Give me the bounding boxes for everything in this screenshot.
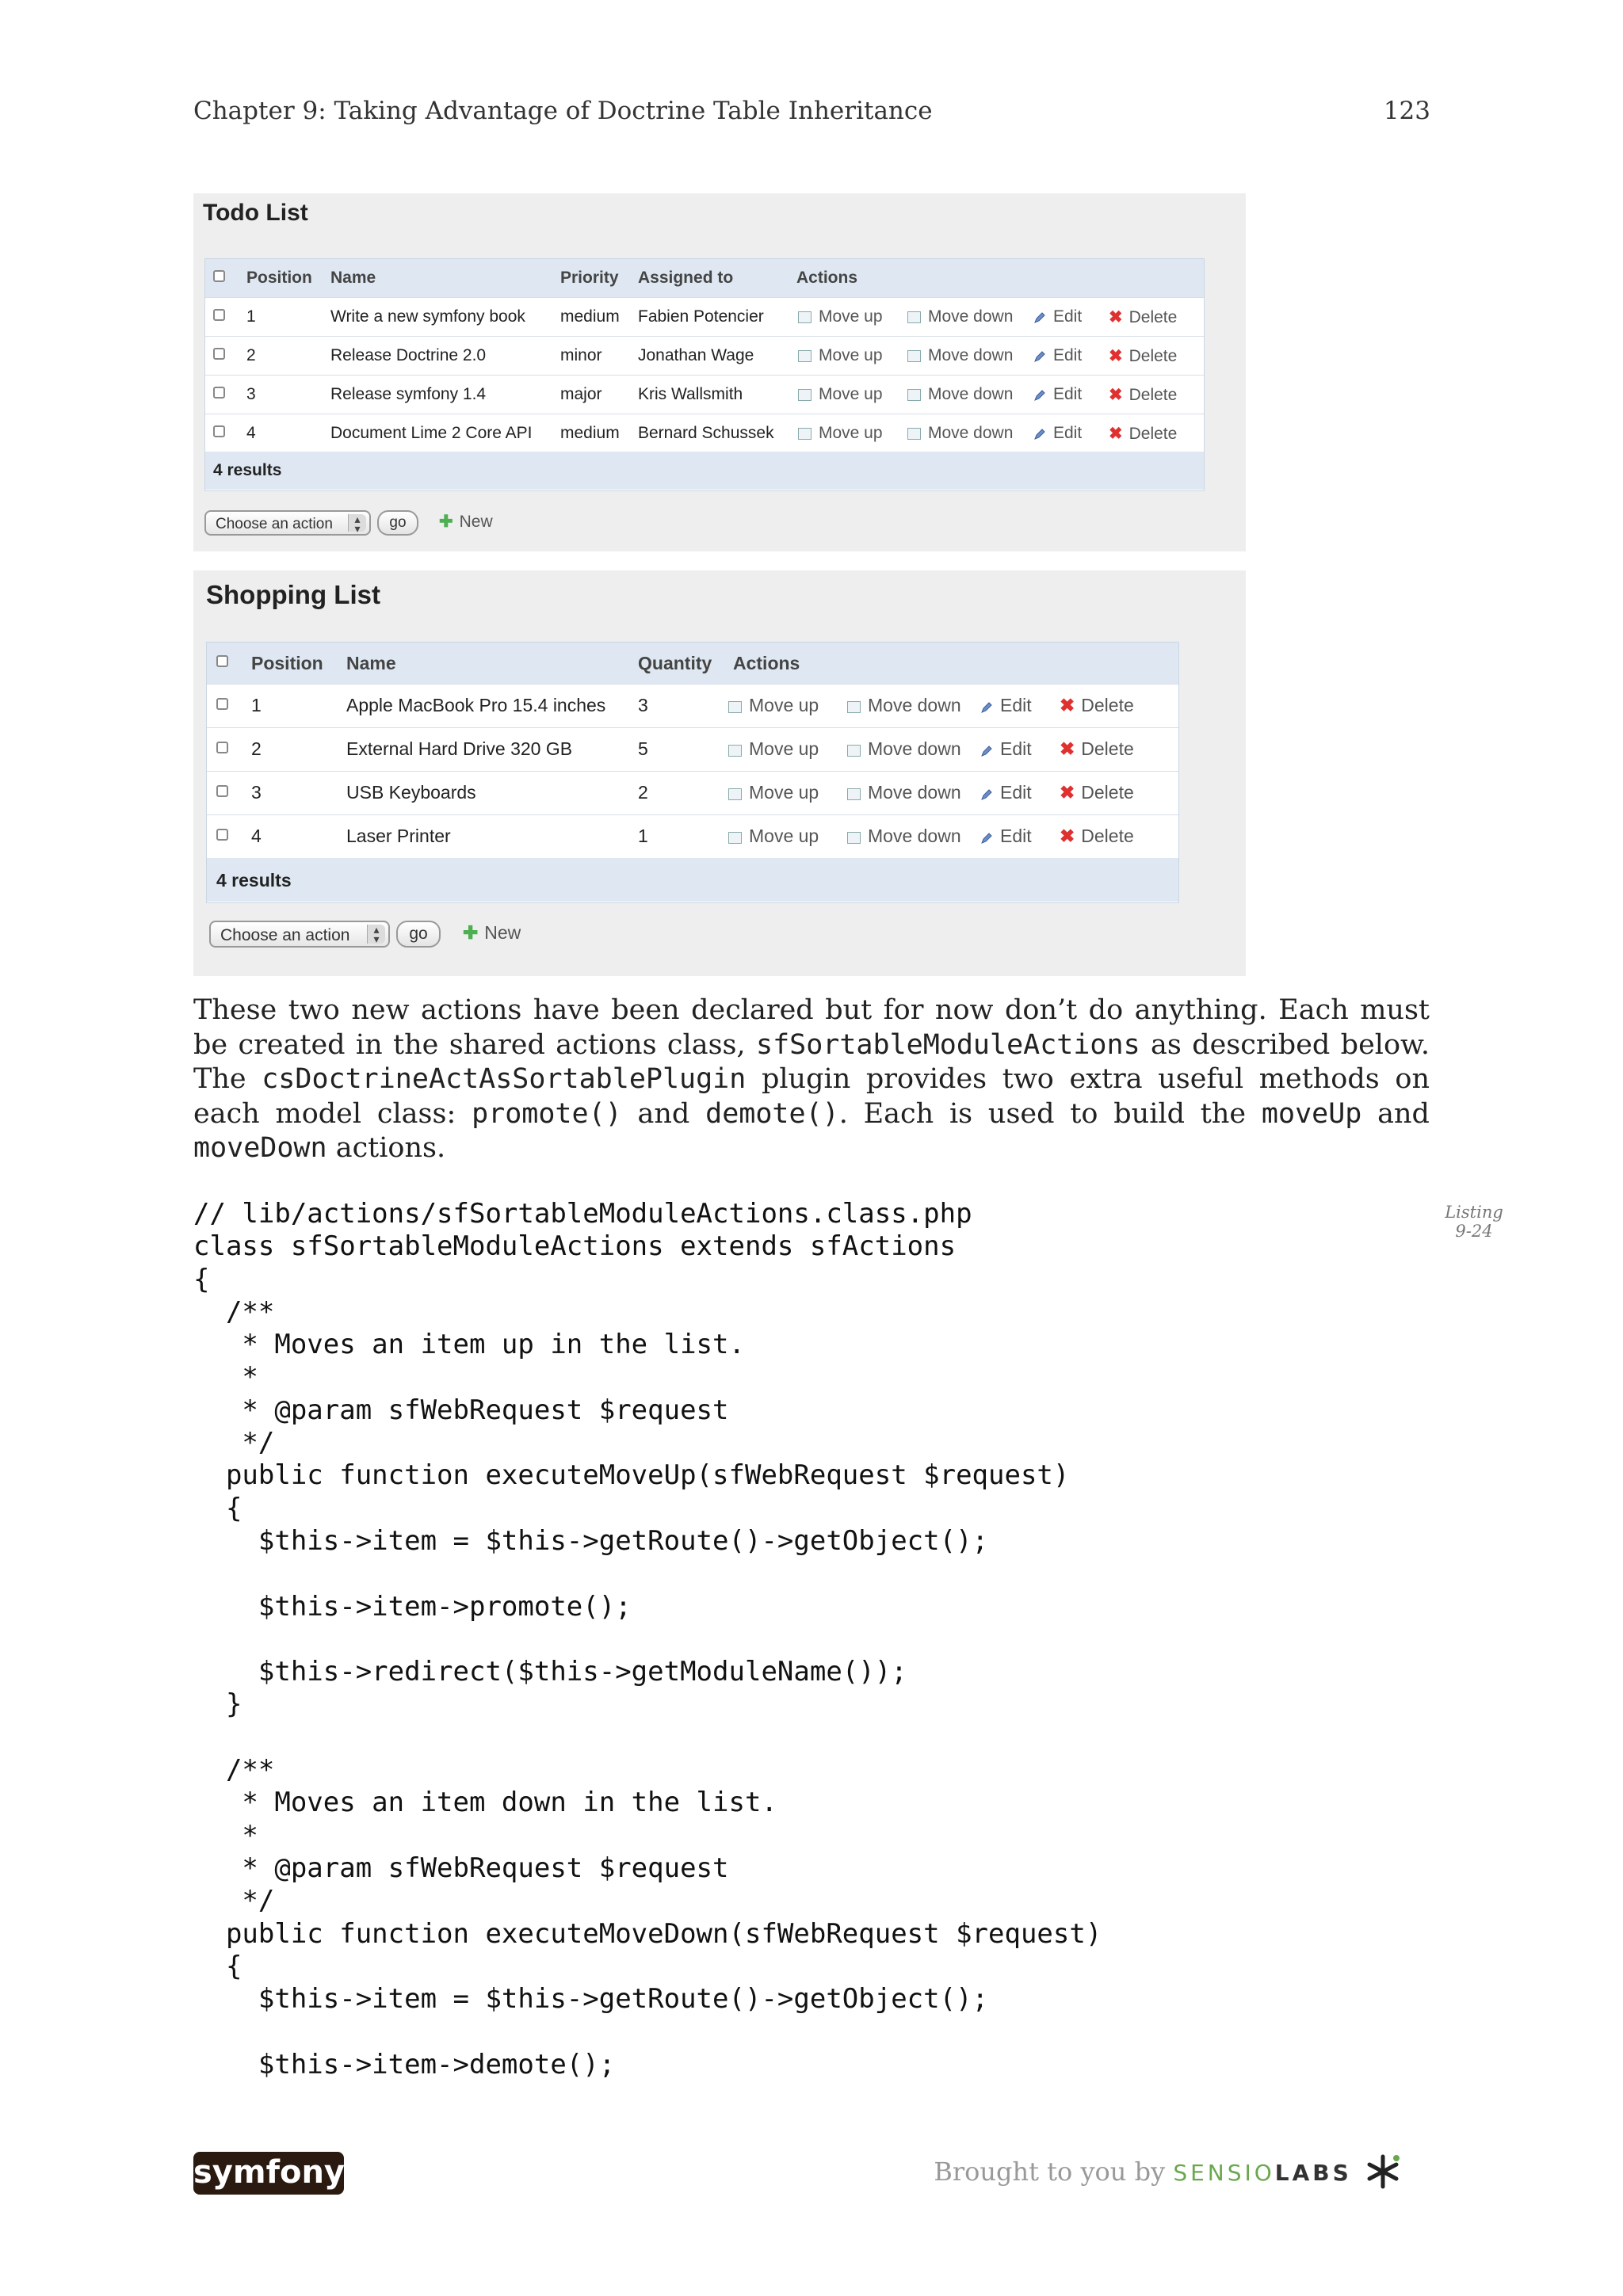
cell-position: 4 [251,826,262,846]
move-down-label: Move down [928,385,1014,403]
col-quantity[interactable]: Quantity [638,653,712,673]
move-up-link[interactable] [798,385,883,404]
delete-x-icon: ✖ [1060,826,1075,846]
page-number: 123 [1383,97,1430,125]
cell-position: 3 [251,782,262,803]
cell-position: 1 [251,695,262,715]
batch-select-label: Choose an action [216,516,333,532]
row-checkbox[interactable] [213,425,225,437]
text: and [1361,1097,1430,1130]
move-up-icon [798,428,812,440]
table-row [207,771,1178,815]
col-name[interactable]: Name [346,653,396,673]
edit-link[interactable] [1033,307,1082,326]
edit-link[interactable] [1033,385,1082,404]
go-button[interactable]: go [396,921,441,948]
move-up-label: Move up [749,782,819,803]
sensiolabs-star-icon [1365,2153,1401,2190]
edit-link[interactable] [980,826,1032,847]
cell-position: 2 [246,346,256,364]
move-down-icon [847,701,861,713]
select-arrows-icon: ▴ ▾ [348,514,366,532]
cell-position: 2 [251,738,262,759]
batch-select-label: Choose an action [220,926,350,944]
delete-x-icon: ✖ [1109,347,1123,365]
delete-label: Delete [1081,782,1134,803]
delete-link[interactable] [1060,695,1134,716]
cell-quantity: 2 [638,782,648,803]
move-up-label: Move up [749,695,819,715]
inline-code: sfSortableModuleActions [756,1028,1140,1061]
edit-label: Edit [1053,307,1083,326]
cell-assigned: Kris Wallsmith [638,385,743,403]
batch-action-select[interactable] [204,510,371,536]
pencil-icon [980,788,993,801]
cell-quantity: 3 [638,695,648,715]
move-down-link[interactable] [907,385,1013,404]
cell-priority: medium [560,424,620,442]
row-checkbox[interactable] [216,698,228,710]
table-row [205,375,1204,414]
edit-label: Edit [1053,424,1083,442]
select-all-checkbox[interactable] [213,270,225,282]
move-up-label: Move up [819,307,883,326]
plus-icon: ✚ [439,513,453,531]
col-actions: Actions [796,269,858,287]
cell-assigned: Fabien Potencier [638,307,764,326]
move-up-icon [728,701,742,713]
edit-link[interactable] [980,695,1032,716]
table-row [207,814,1178,859]
text: . Each is used to build the [838,1097,1262,1130]
delete-x-icon: ✖ [1109,386,1123,404]
col-position[interactable]: Position [251,653,323,673]
cell-quantity: 5 [638,738,648,759]
brought-by-text: Brought to you by [934,2157,1166,2187]
col-actions: Actions [733,653,800,673]
move-down-icon [907,350,921,362]
cell-priority: medium [560,307,620,326]
row-checkbox[interactable] [216,742,228,753]
footer-credit [934,2153,1401,2190]
text: These two new actions have been declared but for now don’t do anything. Each must be created in the shared actions class, [193,994,1430,1061]
edit-link[interactable] [980,782,1032,803]
move-down-link[interactable] [907,424,1013,443]
table-row [207,684,1178,728]
cell-position: 4 [246,424,256,442]
col-assigned[interactable]: Assigned to [638,269,734,287]
move-down-label: Move down [868,782,961,803]
move-down-label: Move down [868,695,961,715]
move-down-link[interactable] [907,307,1013,326]
cell-assigned: Jonathan Wage [638,346,754,364]
move-down-label: Move down [868,826,961,846]
move-down-label: Move down [868,738,961,759]
delete-x-icon: ✖ [1109,308,1123,326]
delete-link[interactable] [1109,346,1177,366]
cell-name: Release symfony 1.4 [330,385,487,403]
text: and [621,1097,706,1130]
delete-link[interactable] [1109,385,1177,405]
delete-link[interactable] [1060,782,1134,803]
text: actions. [327,1132,446,1164]
cell-priority: major [560,385,602,403]
move-up-link[interactable] [798,307,883,326]
delete-link[interactable] [1060,738,1134,760]
select-all-checkbox[interactable] [216,655,228,667]
move-down-icon [847,832,861,844]
delete-x-icon: ✖ [1060,782,1075,803]
move-down-link[interactable] [847,738,961,760]
cell-name: Laser Printer [346,826,451,846]
listing-word: Listing [1445,1203,1503,1222]
shopping-table [206,642,1179,903]
row-checkbox[interactable] [216,829,228,841]
move-up-label: Move up [819,424,883,442]
edit-link[interactable] [1033,424,1082,443]
move-down-link[interactable] [907,346,1013,365]
cell-quantity: 1 [638,826,648,846]
move-down-icon [907,428,921,440]
pencil-icon [1033,350,1046,363]
results-label: 4 results [216,870,292,891]
table-header [205,259,1204,298]
move-down-icon [847,745,861,757]
move-down-link[interactable] [847,826,961,847]
listing-label [1442,1203,1506,1241]
pencil-icon [980,832,993,845]
listing-number: 9-24 [1455,1222,1493,1241]
row-checkbox[interactable] [213,348,225,360]
pencil-icon [1033,428,1046,441]
move-up-label: Move up [749,826,819,846]
results-label: 4 results [213,461,282,479]
inline-code: promote() [472,1097,622,1130]
body-paragraph [193,994,1430,1166]
symfony-logo: symfony [193,2152,344,2195]
edit-label: Edit [1053,385,1083,403]
code-listing: // lib/actions/sfSortableModuleActions.class.php class sfSortableModuleActions extends sfActions { /** * Moves an item up in the list. * * @param sfWebRequest $request */ public function executeMoveUp(sfWebRequest $request) { $this->item = $this->getRoute()->getObject(); $this->item->promote(); $this->redirect($this->getModuleName()); } /** * Moves an item down in the list. * * @param sfWebRequest $request */ public function executeMoveDown(sfWebRequest $request) { $this->item = $this->getRoute()->getObject(); $this->item->demote(); [193,1198,1102,2081]
todo-list-title: Todo List [203,200,308,226]
delete-link[interactable] [1109,307,1177,327]
select-arrows-icon: ▴ ▾ [367,925,385,944]
move-up-label: Move up [819,385,883,403]
pencil-icon [980,745,993,757]
move-up-label: Move up [749,738,819,759]
cell-name: Release Doctrine 2.0 [330,346,487,364]
edit-label: Edit [1000,738,1032,759]
new-label: New [484,922,521,943]
col-position[interactable]: Position [246,269,312,287]
move-up-link[interactable] [798,424,883,443]
batch-action-select[interactable] [209,921,390,948]
delete-link[interactable] [1109,424,1177,444]
edit-label: Edit [1000,782,1032,803]
delete-link[interactable] [1060,826,1134,847]
row-checkbox[interactable] [213,309,225,321]
delete-x-icon: ✖ [1060,738,1075,759]
move-down-icon [847,788,861,800]
move-down-label: Move down [928,424,1014,442]
new-label: New [459,513,493,531]
table-row [205,414,1204,453]
row-checkbox[interactable] [213,387,225,399]
col-priority[interactable]: Priority [560,269,619,287]
chapter-title: Chapter 9: Taking Advantage of Doctrine Table Inheritance [193,97,933,125]
table-row [205,336,1204,376]
move-up-link[interactable] [728,695,819,716]
results-count [207,858,1178,902]
move-up-icon [798,311,812,323]
pencil-icon [1033,311,1046,324]
cell-position: 3 [246,385,256,403]
move-up-link[interactable] [728,738,819,760]
new-link[interactable] [439,512,493,532]
todo-list-screenshot [193,193,1246,551]
results-count [205,452,1204,490]
move-down-label: Move down [928,346,1014,364]
cell-name: Write a new symfony book [330,307,525,326]
move-up-link[interactable] [798,346,883,365]
cell-assigned: Bernard Schussek [638,424,774,442]
new-link[interactable] [463,922,521,944]
cell-name: Document Lime 2 Core API [330,424,533,442]
edit-link[interactable] [1033,346,1082,365]
inline-code: moveUp [1261,1097,1362,1130]
go-button[interactable]: go [377,510,418,536]
delete-x-icon: ✖ [1109,425,1123,443]
move-up-label: Move up [819,346,883,364]
inline-code: moveDown [193,1132,327,1164]
text: plugin provides two extra useful methods on each model class: [193,1063,1430,1130]
edit-label: Edit [1000,695,1032,715]
plus-icon: ✚ [463,922,479,943]
move-down-link[interactable] [847,782,961,803]
move-down-link[interactable] [847,695,961,716]
labs-text: LABS [1274,2160,1352,2186]
shopping-list-screenshot [193,570,1246,976]
move-down-label: Move down [928,307,1014,326]
delete-label: Delete [1128,386,1178,404]
col-name[interactable]: Name [330,269,376,287]
move-down-icon [907,311,921,323]
inline-code: csDoctrineActAsSortablePlugin [262,1063,747,1095]
pencil-icon [1033,389,1046,402]
todo-table [204,258,1205,491]
text: as described below. The [193,1028,1430,1095]
delete-label: Delete [1081,738,1134,759]
edit-label: Edit [1053,346,1083,364]
delete-label: Delete [1128,425,1178,443]
cell-position: 1 [246,307,256,326]
cell-name: Apple MacBook Pro 15.4 inches [346,695,606,715]
move-up-link[interactable] [728,782,819,803]
delete-label: Delete [1081,826,1134,846]
row-checkbox[interactable] [216,785,228,797]
edit-label: Edit [1000,826,1032,846]
sensio-text: SENSIO [1173,2160,1275,2186]
cell-name: External Hard Drive 320 GB [346,738,573,759]
delete-label: Delete [1081,695,1134,715]
cell-priority: minor [560,346,602,364]
move-up-icon [728,788,742,800]
table-header [207,643,1178,685]
pencil-icon [980,701,993,714]
edit-link[interactable] [980,738,1032,760]
move-up-icon [798,350,812,362]
shopping-list-title: Shopping List [206,580,380,609]
move-up-icon [728,832,742,844]
table-row [207,727,1178,772]
table-row [205,297,1204,337]
move-up-icon [728,745,742,757]
delete-x-icon: ✖ [1060,695,1075,715]
move-up-icon [798,389,812,401]
cell-name: USB Keyboards [346,782,476,803]
delete-label: Delete [1128,347,1178,365]
move-down-icon [907,389,921,401]
move-up-link[interactable] [728,826,819,847]
delete-label: Delete [1128,308,1178,326]
inline-code: demote() [705,1097,839,1130]
